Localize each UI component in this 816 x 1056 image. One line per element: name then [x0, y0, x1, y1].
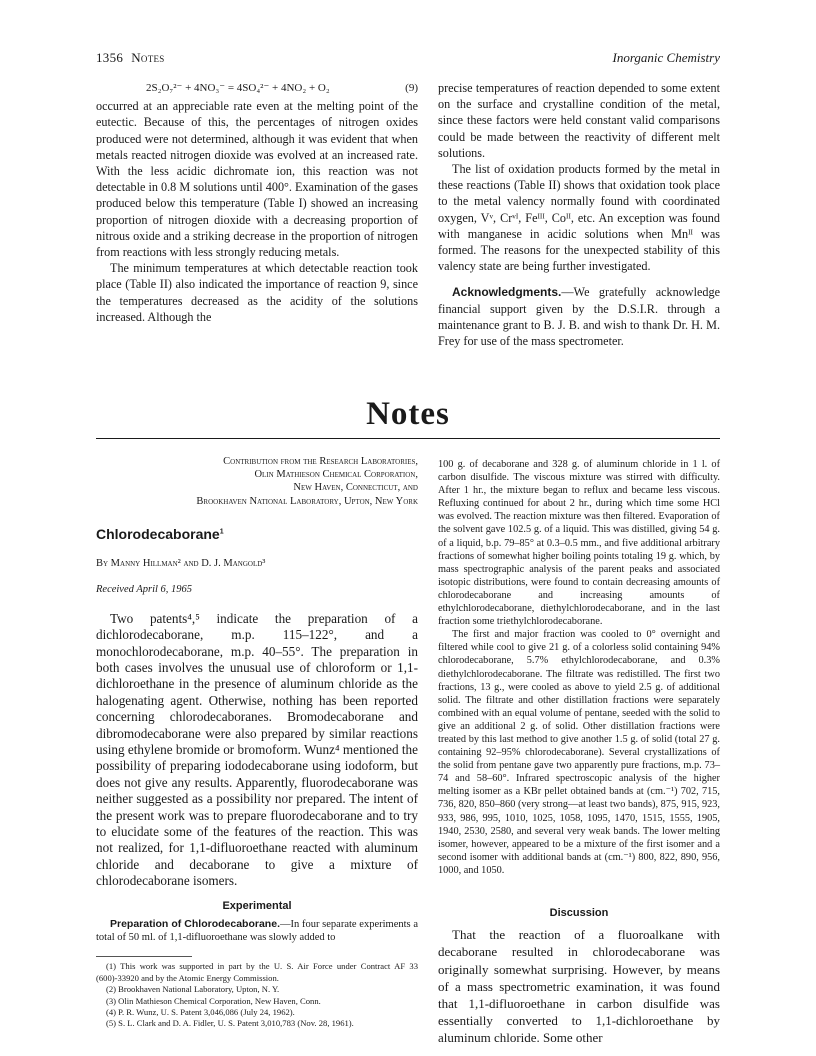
paragraph: The list of oxidation products formed by the metal in these reactions (Table II) shows that oxidation took place to the metal valency normally found with coordinated oxygen, Vᵛ, Crᵛᴵ, Feᴵᴵᴵ, Coᴵᴵ, etc. An exception was found with manganese in acidic solutions when Mnᴵᴵ was formed. The reasons for the unexpected stability of this valency state are being further investigated.	[438, 162, 720, 274]
journal-name: Inorganic Chemistry	[612, 50, 720, 65]
paragraph: The minimum temperatures at which detectable reaction took place (Table II) also indicated the importance of reaction 9, since the temperatures decreased as the acidity of the solutions increased. Although the	[96, 261, 418, 324]
footnote: (1) This work was supported in part by the U. S. Air Force under Contract AF 33 (600)-33920 and by the Atomic Energy Commission.	[96, 961, 418, 983]
experimental-paragraph: 100 g. of decaborane and 328 g. of aluminum chloride in 1 l. of carbon disulfide. The viscous mixture was stirred with difficulty. After 1 hr., the mixture began to reflux and became less viscous. Refluxing continued for about 2 hr., during which time some HCl was evolved. The reaction mixture was then filtered. Evaporation of the solvent gave 102.5 g. of a liquid. This was distilled, giving 54 g. of a liquid, b.p. 79–85° at 0.3–0.5 mm., and five additional arbitrary fractions of somewhat higher boiling points totaling 19 g. which, by mass spectrographic analysis of the parent peaks and associated isotopic distributions, were found to contain decreasing amounts of chlorodecaborane and increasing amounts of ethylchlorodecaborane, diethylchlorodecaborane, and in the last fraction some triethylchlorodecaborane.	[438, 459, 720, 628]
page-number: 1356	[96, 50, 124, 65]
experimental-subheading: Preparation of Chlorodecaborane.	[110, 917, 280, 930]
affiliation-line: Brookhaven National Laboratory, Upton, New York	[196, 495, 418, 507]
page-header-left	[96, 50, 165, 66]
section-rule	[96, 438, 720, 439]
continued-article-right-column	[438, 80, 720, 349]
footnote: (5) S. L. Clark and D. A. Fidler, U. S. Patent 3,010,783 (Nov. 28, 1961).	[106, 1018, 354, 1029]
footnote: (3) Olin Mathieson Chemical Corporation, New Haven, Conn.	[106, 995, 321, 1006]
experimental-heading: Experimental	[222, 899, 292, 912]
article-title-text: Chlorodecaborane	[96, 525, 220, 542]
affiliation-line: New Haven, Connecticut, and	[293, 482, 418, 494]
footnote: (2) Brookhaven National Laboratory, Upton, N. Y.	[106, 984, 280, 995]
article-left-column	[96, 455, 418, 1030]
experimental-paragraph	[96, 918, 418, 944]
article-right-column	[438, 458, 720, 1047]
footnotes	[96, 961, 418, 1029]
notes-section-title: Notes	[366, 396, 450, 432]
acknowledgments	[438, 284, 720, 349]
section-name: Notes	[131, 50, 165, 65]
equation-text: 2S₂O₇²⁻ + 4NO₃⁻ = 4SO₄²⁻ + 4NO₂ + O₂	[146, 82, 330, 94]
acknowledgments-text: —We gratefully acknowledge financial support given by the D.S.I.R. through a maintenance grant to B. J. B. and wish to thank Dr. H. M. Frey for use of the mass spectrometer.	[438, 285, 720, 349]
footnote: (4) P. R. Wunz, U. S. Patent 3,046,086 (July 24, 1962).	[106, 1006, 295, 1017]
experimental-text: —In four separate experiments a total of 50 ml. of 1,1-difluoroethane was slowly added to	[96, 918, 418, 944]
equation-9	[96, 80, 418, 96]
paragraph: occurred at an appreciable rate even at the melting point of the eutectic. Because of this, the percentages of nitrogen oxides produced were not determined, although it was evident that when metals reacted nitrogen dioxide was evolved at an increased rate. With the less acidic dichromate ion, this reaction was not detectable in 0.8 M solutions until 400°. Examination of the gases produced below this temperature (Table I) showed an increasing proportion of nitrogen dioxide with a decreasing proportion of nitrous oxide and a striking decrease in the proportion of nitrogen from reactions with less strongly reducing metals.	[96, 99, 418, 260]
equation-number: (9)	[405, 82, 418, 94]
authors: By Manny Hillman² and D. J. Mangold³	[96, 558, 266, 570]
received-date: Received April 6, 1965	[96, 584, 193, 596]
contribution-affiliation	[96, 455, 418, 508]
experimental-paragraph: The first and major fraction was cooled to 0° overnight and filtered while cool to give 21 g. of a colorless solid containing 94% chlorodecaborane, 5.7% ethylchlorodecaborane, and 0.3% diethylchlorodecaborane. The filtrate was redistilled. The first two fractions, 13 g., were cooled as above to yield 2.5 g. of additional solid. The filtrate and other distillation fractions were separately combined with an equal volume of pentane, seeded with the solid to give an additional 2 g. of solid. Other distillation fractions were treated by this last method to give another 1.5 g. of solid (total 27 g. containing 92–95% chlorodecaborane). Several crystallizations of the solid from pentane gave two apparently pure fractions, m.p. 73–74 and 58–60°. Infrared spectroscopic analysis of the higher melting isomer as a KBr pellet obtained bands at (cm.⁻¹) 702, 715, 736, 820, 850–860 (very strong—at least two bands), 875, 915, 923, 933, 986, 995, 1010, 1025, 1058, 1095, 1470, 1515, 1555, 1905, 1940, 2530, 2580, and several very weak bands. The lower melting isomer, however, appeared to be a mixture of the first isomer and a second isomer with additional bands at (cm.⁻¹) 800, 822, 890, 956, 1000, and 1050.	[438, 629, 720, 876]
title-footnote-ref: 1	[219, 528, 224, 536]
continued-article-left-column	[96, 80, 418, 325]
acknowledgments-heading: Acknowledgments.	[452, 285, 562, 300]
affiliation-line: Contribution from the Research Laboratories,	[223, 456, 418, 467]
discussion-paragraph: That the reaction of a fluoroalkane with decaborane resulted in chlorodecaborane was originally somewhat surprising. However, by means of a mass spectrometric examination, it was found that 1,1-difluoroethane in carbon disulfide was essentially converted to 1,1-dichloroethane by aluminum chloride. Some other	[438, 927, 720, 1046]
discussion-heading: Discussion	[549, 907, 609, 919]
article-title	[96, 526, 418, 542]
paragraph: precise temperatures of reaction depended to some extent on the surface and crystalline condition of the metal, since these factors were held constant valid comparisons could be made between the reactivity of different melt solutions.	[438, 81, 720, 160]
introduction-paragraph: Two patents⁴,⁵ indicate the preparation of a dichlorodecaborane, m.p. 115–122°, and a monochlorodecaborane, m.p. 40–55°. The preparation in both cases involves the unusual use of chloroform or 1,1-dichloroethane in the presence of aluminum chloride as the halogenating agent. Otherwise, nothing has been reported concerning chlorodecaboranes. Bromodecaborane and dibromodecaborane were also prepared by similar reactions using ethylene bromide or bromoform. Wunz⁴ mentioned the possibility of preparing iododecaborane using iodoform, but does not give any results. Apparently, fluorodecaborane was neither suggested as a possibility nor prepared. The intent of the present work was to prepare fluorodecaborane and to try to elucidate some of the features of the reaction. This was not realized, for 1,1-difluoroethane reacted with aluminum chloride and decaborane to give a mixture of chlorodecaborane isomers.	[96, 610, 418, 889]
affiliation-line: Olin Mathieson Chemical Corporation,	[254, 469, 418, 481]
footnote-rule	[96, 956, 192, 957]
